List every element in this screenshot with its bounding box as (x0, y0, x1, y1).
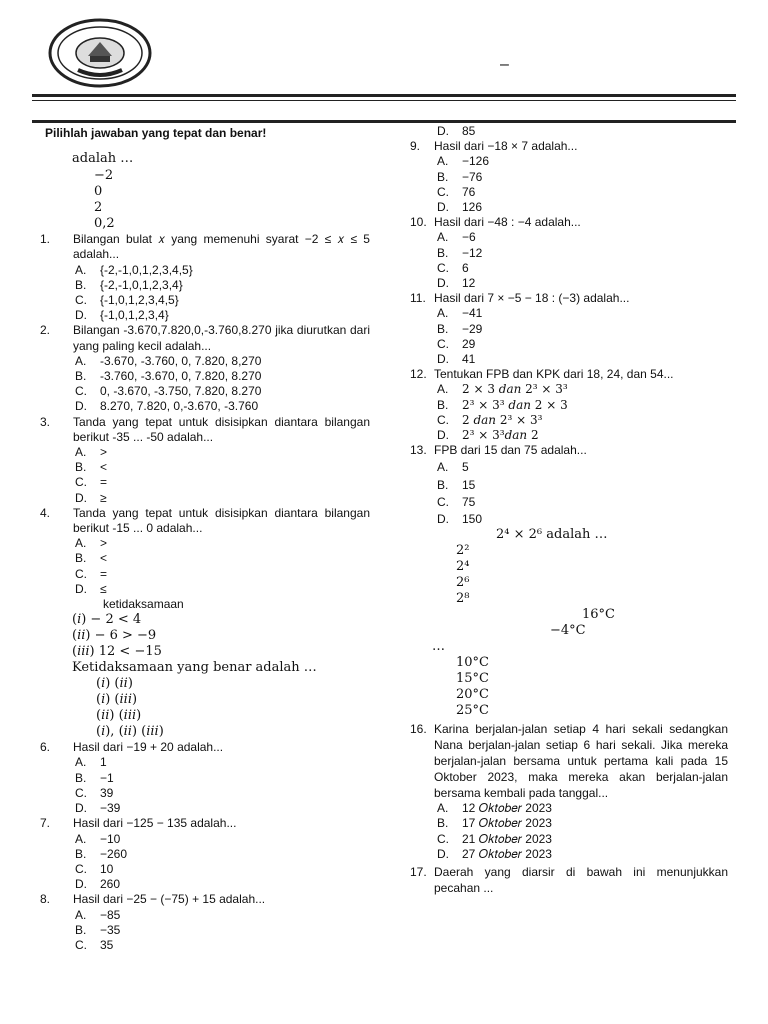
option-b: B. {-2,-1,0,1,2,3,4} (75, 277, 183, 292)
question-text: Hasil dari −25 − (−75) + 15 adalah... (73, 892, 266, 907)
header-rule-thin (32, 100, 736, 101)
question-fragment (410, 607, 728, 719)
option-d: D. {-1,0,1,2,3,4} (75, 308, 169, 323)
school-seal-logo (48, 18, 152, 88)
option-c: C. 75 (437, 494, 476, 509)
question-text: Tanda yang tepat untuk disisipkan diantara bilangan berikut -15 ... 0 adalah... (73, 505, 370, 536)
question-3 (40, 415, 370, 506)
question-text: Hasil dari −125 − 135 adalah... (73, 816, 237, 831)
option-a: A. −6 (437, 230, 476, 245)
question-text: Tanda yang tepat untuk disisipkan diantara bilangan berikut -35 ... -50 adalah... (73, 414, 370, 444)
fragment-line: 2 (94, 200, 103, 216)
option-c: C. 10 (75, 861, 114, 876)
option-a: A. −41 (437, 306, 483, 321)
question-number: 2. (40, 323, 51, 338)
question-9 (410, 139, 728, 215)
option-a: A. −126 (437, 154, 490, 169)
option-d: D. ≤ (75, 581, 107, 596)
question-7 (40, 816, 370, 892)
option-c: C. 35 (75, 937, 114, 952)
fragment-option: (𝑖), (𝑖𝑖) (𝑖𝑖𝑖) (96, 724, 164, 740)
option-a: A. 1 (75, 755, 107, 770)
option-b: B. −76 (437, 169, 483, 184)
question-number: 12. (410, 367, 427, 382)
option-c: C. {-1,0,1,2,3,4,5} (75, 293, 179, 308)
question-number: 9. (410, 139, 421, 154)
left-column (40, 122, 370, 953)
option-c: C. 39 (75, 785, 114, 800)
question-number: 11. (410, 291, 426, 306)
fragment-line: 25°C (456, 703, 489, 719)
option-a: A. > (75, 445, 108, 460)
question-text: Hasil dari −48 : −4 adalah... (434, 215, 581, 230)
fragment-line: 2² (456, 543, 470, 559)
option-d: D. 27 𝑂𝑘𝑡𝑜𝑏𝑒𝑟 2023 (437, 846, 552, 861)
fragment-statement: (𝑖𝑖) − 6 > −9 (72, 628, 157, 644)
fragment-statement: (𝑖𝑖𝑖) 12 < −15 (72, 644, 162, 660)
option-b: B. −1 (75, 770, 114, 785)
question-number: 4. (40, 505, 51, 520)
option-c: C. = (75, 566, 108, 581)
option-a: A. -3.670, -3.760, 0, 7.820, 8,270 (75, 353, 262, 368)
fragment-line: 0 (94, 184, 103, 200)
question-number: 13. (410, 443, 427, 458)
question-text: Tentukan FPB dan KPK dari 18, 24, dan 54... (434, 367, 674, 382)
option-c: C. = (75, 475, 108, 490)
question-1 (40, 232, 370, 323)
question-text: Karina berjalan-jalan setiap 4 hari sekali sedangkan Nana berjalan-jalan setiap 6 hari sekali. Jika mereka berjalan-jalan bersama untuk pertama kali pada 15 Oktober 2023, maka mereka akan berjalan-jalan bersama kembali pada tanggal... (434, 722, 728, 801)
option-d: D. 12 (437, 276, 476, 291)
option-b: B. < (75, 551, 108, 566)
fragment-label: ketidaksamaan (103, 597, 184, 612)
option-c: C. 0, -3.670, -3.750, 7.820, 8.270 (75, 384, 262, 399)
option-b: B. −260 (75, 846, 128, 861)
option-a: A. 5 (437, 460, 469, 475)
option-b: B. 2³ × 3³ 𝑑𝑎𝑛 2 × 3 (437, 397, 568, 412)
fragment-line: 2⁴ (456, 559, 470, 575)
option-c: C. 6 (437, 260, 469, 275)
fragment-temp: −4°C (550, 623, 586, 639)
fragment-line: 10°C (456, 655, 489, 671)
fragment-dots: … (432, 639, 445, 655)
question-text: Hasil dari 7 × −5 − 18 : (−3) adalah... (434, 291, 630, 306)
question-16 (410, 721, 728, 862)
fragment-stem: 2⁴ × 2⁶ adalah … (496, 527, 608, 543)
option-a: A. −10 (75, 831, 121, 846)
question-number: 10. (410, 215, 427, 230)
fragment-line: 15°C (456, 671, 489, 687)
instruction: Pilihlah jawaban yang tepat dan benar! (45, 126, 267, 140)
fragment-line: 2⁸ (456, 591, 470, 607)
option-b: B. 15 (437, 477, 476, 492)
option-c: C. 2 𝑑𝑎𝑛 2³ × 3³ (437, 412, 543, 427)
fragment-stem: Ketidaksamaan yang benar adalah … (72, 660, 317, 676)
question-fragment (410, 527, 728, 607)
option-b: B. -3.760, -3.670, 0, 7.820, 8.270 (75, 369, 262, 384)
question-13 (410, 443, 728, 527)
option-d: D. 2³ × 3³𝑑𝑎𝑛 2 (437, 428, 539, 443)
option-a: A. {-2,-1,0,1,2,3,4,5} (75, 262, 193, 277)
option-a: A. > (75, 536, 108, 551)
fragment-line: 2⁶ (456, 575, 470, 591)
question-number: 8. (40, 892, 51, 907)
question-4 (40, 506, 370, 597)
question-text: Bilangan -3.670,7.820,0,-3.760,8.270 jika diurutkan dari yang paling kecil adalah... (73, 323, 370, 353)
fragment-option: (𝑖) (𝑖𝑖𝑖) (96, 692, 138, 708)
fragment-temp: 16°C (582, 607, 615, 623)
option-b: B. −12 (437, 245, 483, 260)
question-10 (410, 215, 728, 291)
question-fragment (72, 151, 370, 232)
option-d: D. 8.270, 7.820, 0,-3.670, -3.760 (75, 399, 259, 414)
option-b: B. −35 (75, 922, 121, 937)
question-fragment (40, 597, 370, 740)
option-c: C. 76 (437, 184, 476, 199)
question-17 (410, 864, 728, 896)
fragment-line: −2 (94, 168, 114, 184)
question-number: 1. (40, 232, 51, 247)
question-number: 6. (40, 740, 51, 755)
option-c: C. 29 (437, 336, 476, 351)
option-b: B. 17 𝑂𝑘𝑡𝑜𝑏𝑒𝑟 2023 (437, 816, 552, 831)
option-d: D. 260 (75, 877, 121, 892)
option-a: A. −85 (75, 907, 121, 922)
fragment-option: (𝑖𝑖) (𝑖𝑖𝑖) (96, 708, 142, 724)
option-c: C. 21 𝑂𝑘𝑡𝑜𝑏𝑒𝑟 2023 (437, 831, 552, 846)
question-text: Hasil dari −18 × 7 adalah... (434, 139, 578, 154)
header-rule-thick (32, 94, 736, 97)
fragment-statement: (𝑖) − 2 < 4 (72, 612, 142, 628)
option-d: D. −39 (75, 801, 121, 816)
fragment-line: 0,2 (94, 216, 115, 232)
question-number: 3. (40, 414, 51, 429)
question-6 (40, 740, 370, 816)
fragment-line: 20°C (456, 687, 489, 703)
option-d: D. 150 (437, 512, 483, 527)
question-2 (40, 323, 370, 414)
option-d: D. 85 (437, 124, 476, 138)
question-text: Bilangan bulat 𝑥 yang memenuhi syarat −2 ≤ 𝑥 ≤ 5 adalah... (73, 232, 370, 262)
option-b: B. −29 (437, 321, 483, 336)
option-b: B. < (75, 460, 108, 475)
option-d: D. 126 (437, 200, 483, 215)
question-number: 7. (40, 816, 51, 831)
question-number: 17. (410, 865, 427, 880)
right-column (410, 124, 728, 896)
question-8 (40, 892, 370, 953)
question-12 (410, 367, 728, 443)
question-11 (410, 291, 728, 367)
option-d: D. 41 (437, 352, 476, 367)
question-text: Daerah yang diarsir di bawah ini menunjukkan pecahan ... (434, 865, 728, 896)
fragment-stem: adalah … (72, 151, 134, 167)
question-text: Hasil dari −19 + 20 adalah... (73, 740, 224, 755)
header-dash: – (500, 56, 509, 73)
option-d: D. ≥ (75, 490, 107, 505)
question-text: FPB dari 15 dan 75 adalah... (434, 443, 587, 458)
question-number: 16. (410, 722, 427, 737)
option-a: A. 12 𝑂𝑘𝑡𝑜𝑏𝑒𝑟 2023 (437, 801, 552, 816)
option-a: A. 2 × 3 𝑑𝑎𝑛 2³ × 3³ (437, 382, 568, 397)
fragment-option: (𝑖) (𝑖𝑖) (96, 676, 133, 692)
